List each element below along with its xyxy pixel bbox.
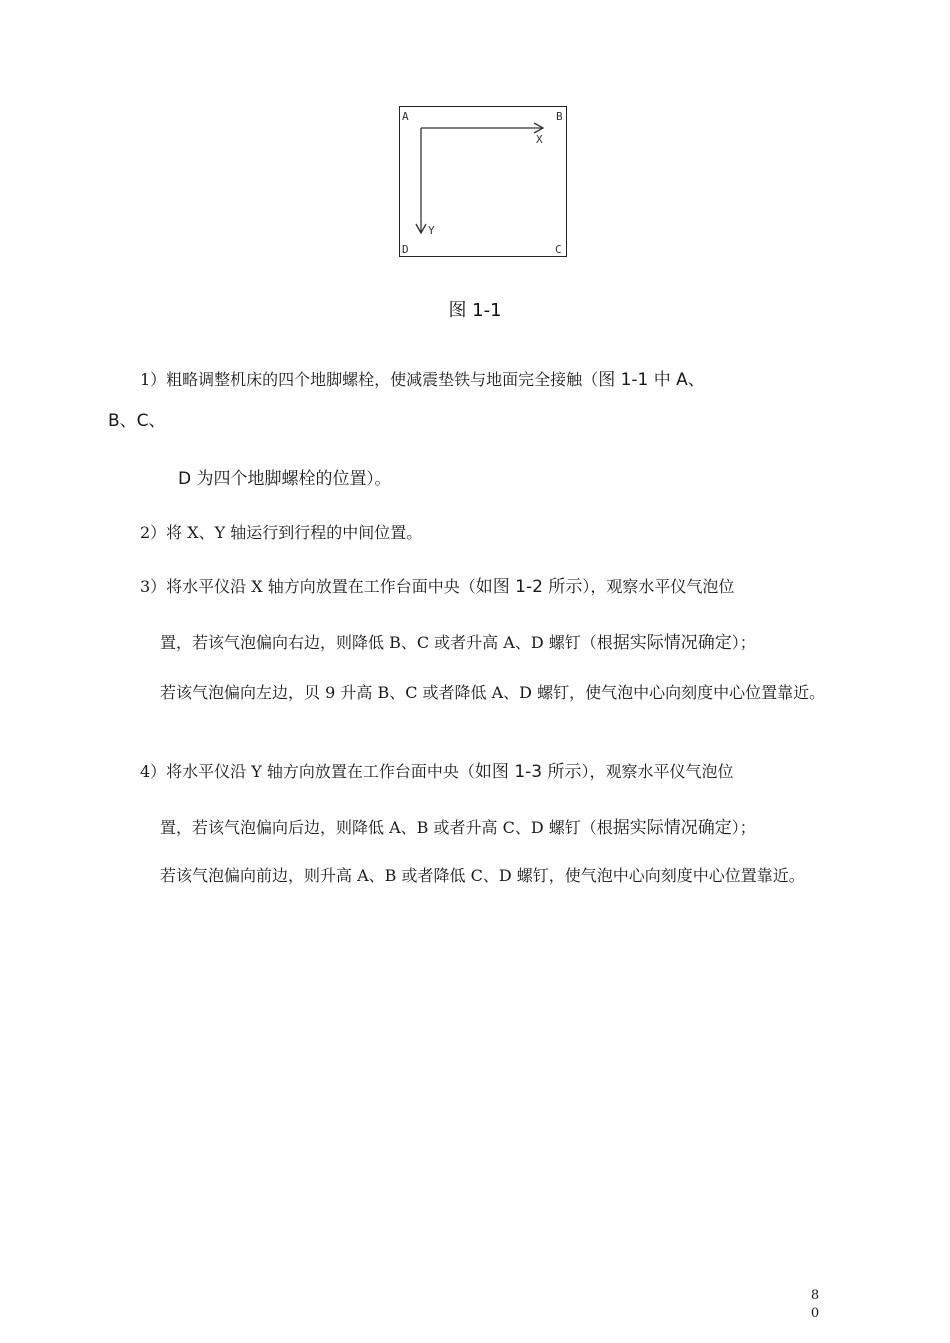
step-4-line-2b: 据实际情况确定 [612, 818, 732, 838]
corner-a-label: A [402, 110, 409, 123]
figure-1-1 [399, 106, 567, 257]
x-axis-label: X [536, 133, 543, 146]
step-4-figure-ref: 如图 1-3 所示 [474, 762, 582, 782]
page-number: 80 [810, 1288, 820, 1321]
corner-b-label: B [556, 110, 563, 123]
step-4-text-a: 4）将水平仪沿 Y 轴方向放置在工作台面中央（ [140, 762, 475, 781]
corner-d-label: D [402, 243, 409, 256]
step-1-line-1 [140, 369, 705, 391]
step-3-line-2b: 据实际情况确定 [612, 633, 732, 653]
step-4-line-2c: ）； [731, 818, 756, 837]
step-3-line-2a: 置，若该气泡偏向右边，则降低 B、C 或者升高 A、D 螺钉（根 [160, 633, 613, 652]
axis-diagram [400, 107, 568, 258]
step-3-line-3: 若该气泡偏向左边，贝 9 升高 B、C 或者降低 A、D 螺钉，使气泡中心向刻度中心位置靠近。 [160, 683, 826, 702]
step-3-figure-ref: 如图 1-2 所示 [475, 577, 583, 597]
step-3-line-2c: ）； [731, 633, 756, 652]
y-axis-label: Y [428, 224, 435, 237]
step-4-line-2 [160, 817, 756, 839]
step-4-line-2a: 置，若该气泡偏向后边，则降低 A、B 或者升高 C、D 螺钉（根 [160, 818, 613, 837]
step-3-text-a: 3）将水平仪沿 X 轴方向放置在工作台面中央（ [140, 577, 476, 596]
step-1-text: 1）粗略调整机床的四个地脚螺栓，使减震垫铁与地面完全接触（ [140, 370, 599, 389]
step-2: 2）将 X、Y 轴运行到行程的中间位置。 [140, 523, 423, 542]
step-1-figure-ref: 图 1-1 中 A、 [598, 370, 705, 390]
step-1-position-note: D 为四个地脚螺栓的位置 [178, 469, 367, 489]
step-4-line-1 [140, 761, 734, 783]
figure-caption: 图 1-1 [448, 300, 502, 321]
step-3-line-2 [160, 632, 756, 654]
step-1-line-2: B、C、 [108, 411, 166, 431]
corner-c-label: C [555, 243, 562, 256]
step-1-line-3 [178, 468, 391, 490]
step-4-text-c: ），观察水平仪气泡位 [581, 762, 734, 781]
step-3-line-1 [140, 576, 734, 598]
step-4-line-3: 若该气泡偏向前边，则升高 A、B 或者降低 C、D 螺钉，使气泡中心向刻度中心位置靠近。 [160, 866, 805, 885]
step-3-text-c: ），观察水平仪气泡位 [582, 577, 735, 596]
step-1-end: ）。 [366, 469, 391, 488]
